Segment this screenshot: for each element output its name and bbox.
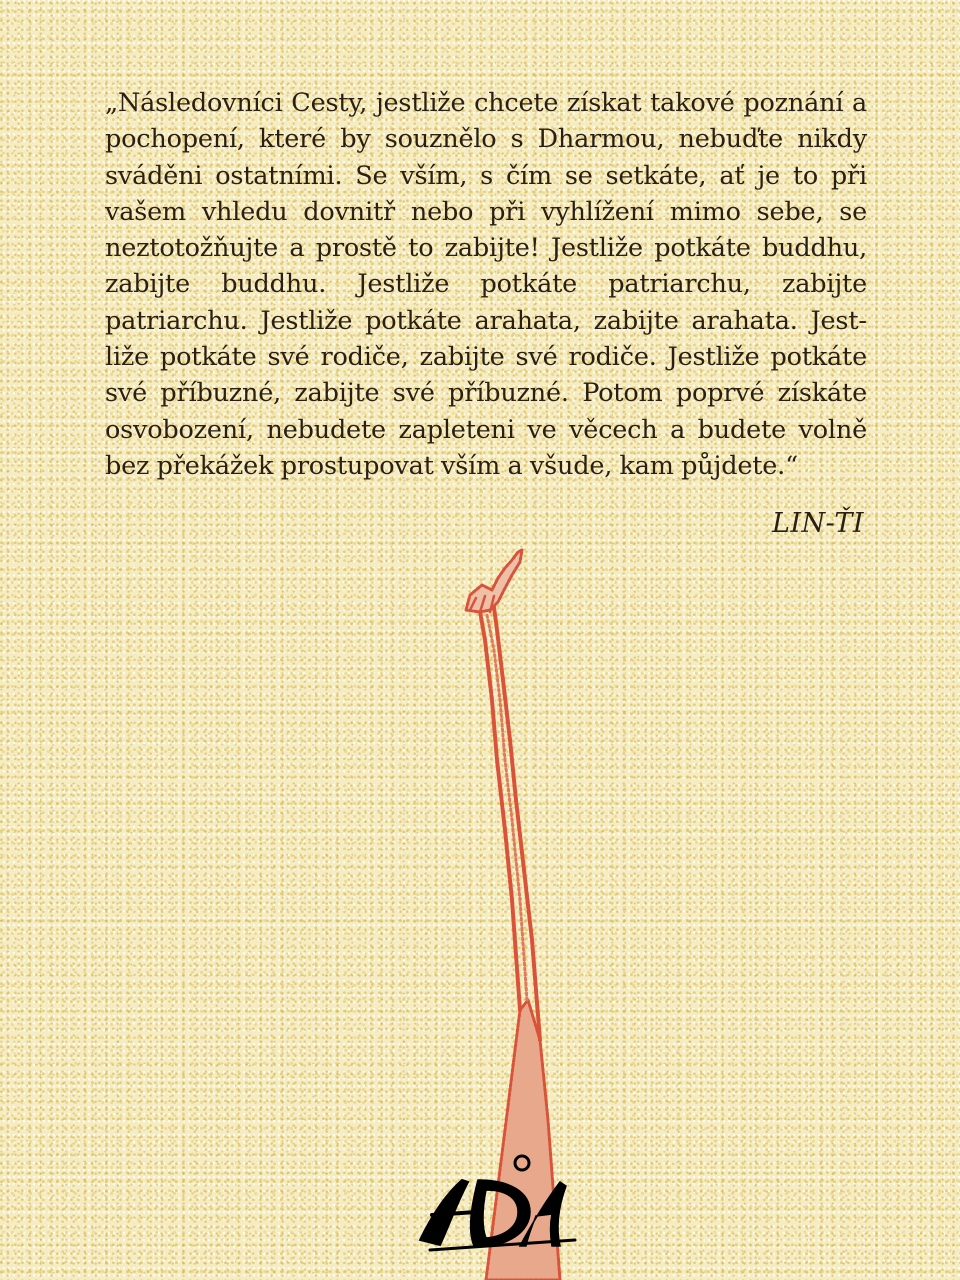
figure-arm-inner xyxy=(487,615,527,1000)
quote-text: „Následovníci Cesty, jestliže chcete získat takové poznání a pochopení, které by souznělo s Dharmou, nebuďte nikdy sváděni ostatními. Se vším, s čím se setkáte, ať je to při vašem vhledu dovnitř nebo při vyhlížení mimo sebe, se neztotožňujte a prostě to zabijte! Jestliže potkáte buddhu, zabijte buddhu. Jestliže potkáte patriarchu, zabijte patriarchu. Jestliže potkáte arahata, zabijte arahata. Jestliže potkáte své rodiče, zabijte své rodiče. Jestliže potkáte své příbuzné, zabijte své příbuzné. Potom poprvé získáte osvobození, nebudete zapleteni ve věcech a budete volně bez překážek prostupovat vším a všude, kam půjdete.“ xyxy=(105,88,867,481)
figure-arm-drawing xyxy=(466,550,560,1280)
quote-author: LIN-ŤI xyxy=(771,508,864,539)
